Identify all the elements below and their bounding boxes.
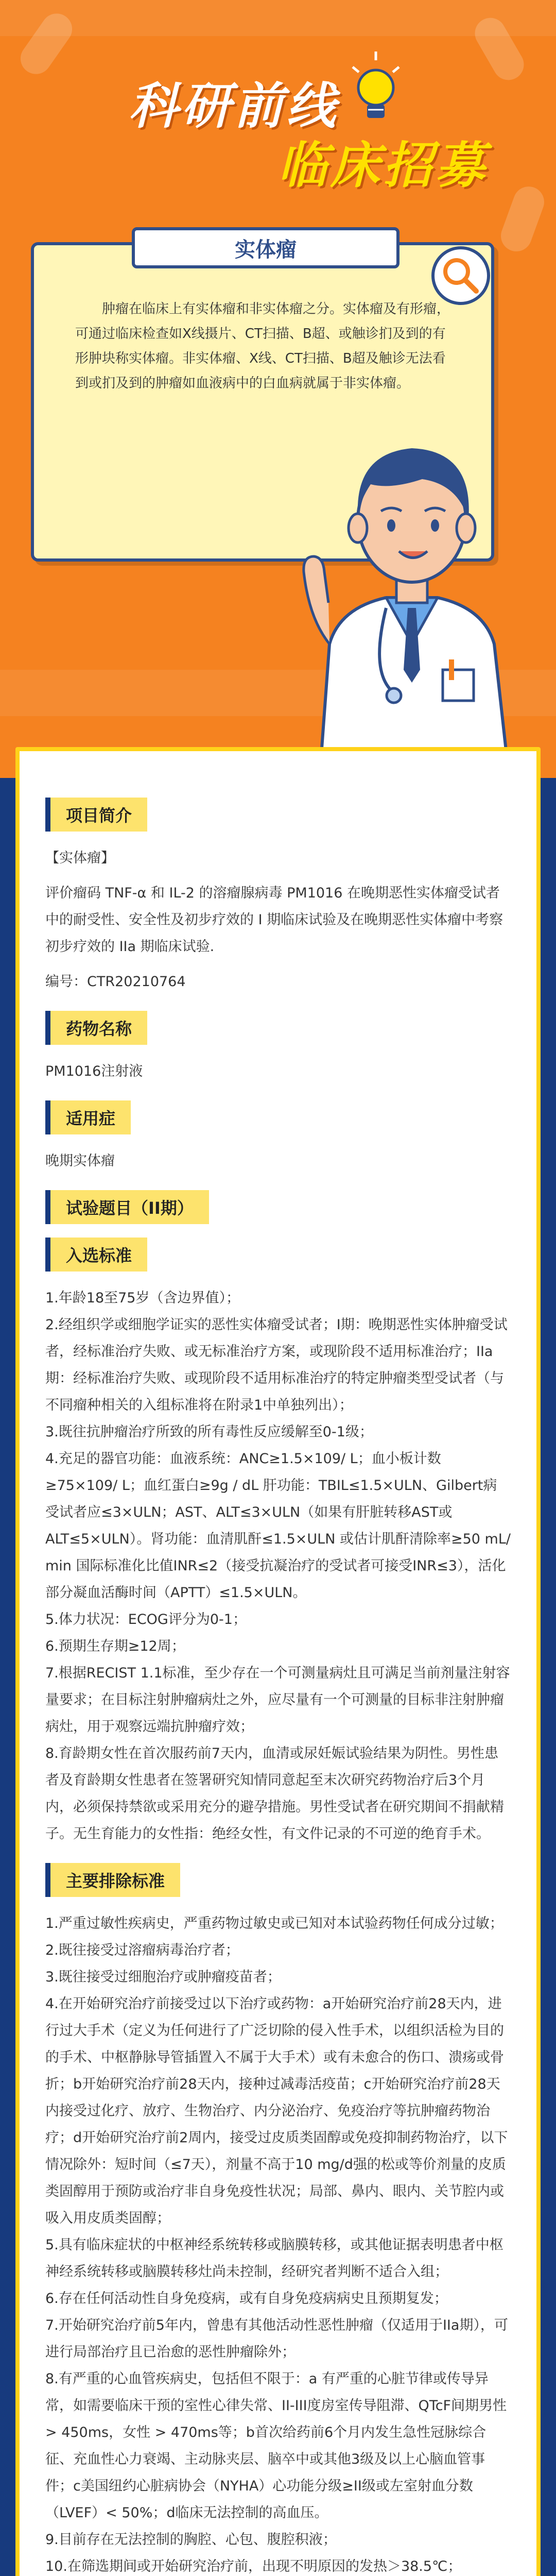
lightbulb-icon (348, 49, 404, 126)
inclusion-item: 3.既往抗肿瘤治疗所致的所有毒性反应缓解至0-1级； (45, 1424, 373, 1440)
section-label-drug: 药物名称 (45, 1011, 147, 1045)
intro-card-text: 肿瘤在临床上有实体瘤和非实体瘤之分。实体瘤及有形瘤，可通过临床检查如X线摄片、CT扫描、B超、或触诊扪及到的有形肿块称实体瘤。非实体瘤、X线、CT扫描、B超及触诊无法看到或扪及到的肿瘤如血液病中的白血病就属于非实体瘤。 (75, 301, 450, 391)
exclusion-item: 9.目前存在无法控制的胸腔、心包、腹腔积液； (45, 2532, 337, 2548)
exclusion-item: 10.在筛选期间或开始研究治疗前，出现不明原因的发热＞38.5℃； (45, 2558, 462, 2574)
project-description: 评价瘤码 TNF-α 和 IL-2 的溶瘤腺病毒 PM1016 在晚期恶性实体瘤受试者中的耐受性、安全性及初步疗效的 I 期临床试验及在晚期恶性实体瘤中考察初步疗效的 IIa 期临床试验. (45, 885, 503, 955)
intro-card-title: 实体瘤 (132, 227, 399, 268)
exclusion-item: 3.既往接受过细胞治疗或肿瘤疫苗者； (45, 1969, 281, 1985)
inclusion-item: 4.充足的器官功能：血液系统：ANC≥1.5×109/ L；血小板计数≥75×109/ L；血红蛋白≥9g / dL 肝功能：TBIL≤1.5×ULN、Gilbert病受试者应≤3×ULN；AST、ALT≤3×ULN（如果有肝脏转移AST或ALT≤5×ULN）。肾功能：血清肌酐≤1.5×ULN 或估计肌酐清除率≥50 mL/ min 国际标准化比值INR≤2（接受抗凝治疗的受试者可接受INR≤3），活化部分凝血活酶时间（APTT）≤1.5×ULN。 (45, 1451, 511, 1601)
hero-title-line2-text: 临床招募 (278, 137, 488, 194)
doctor-illustration (288, 402, 535, 778)
inclusion-item: 1.年龄18至75岁（含边界值）； (45, 1290, 240, 1306)
hero-title-line1: 科研前线 (129, 77, 339, 135)
content-background (0, 778, 556, 2576)
project-id: 编号：CTR20210764 (45, 974, 186, 990)
content-panel (15, 747, 541, 2576)
drug-name: PM1016注射液 (45, 1063, 143, 1079)
inclusion-list (45, 1285, 511, 1848)
exclusion-item: 5.具有临床症状的中枢神经系统转移或脑膜转移，或其他证据表明患者中枢神经系统转移或脑膜转移灶尚未控制，经研究者判断不适合入组； (45, 2237, 503, 2280)
hero-banner (0, 0, 556, 778)
inclusion-item: 7.根据RECIST 1.1标准，至少存在一个可测量病灶且可满足当前剂量注射容量要求；在目标注射肿瘤病灶之外，应尽量有一个可测量的目标非注射肿瘤病灶，用于观察远端抗肿瘤疗效； (45, 1665, 510, 1735)
inclusion-item: 8.育龄期女性在首次服药前7天内，血清或尿妊娠试验结果为阴性。男性患者及育龄期女性患者在签署研究知情同意起至末次研究药物治疗后3个月内，必须保持禁欲或采用充分的避孕措施。男性受试者在研究期间不捐献精子。无生育能力的女性指：绝经女性，有文件记录的不可逆的绝育手术。 (45, 1745, 504, 1842)
magnifier-icon (430, 245, 492, 307)
section-label-inclusion: 入选标准 (45, 1238, 147, 1272)
exclusion-list (45, 1910, 511, 2576)
exclusion-item: 4.在开始研究治疗前接受过以下治疗或药物：a开始研究治疗前28天内，进行过大手术（定义为任何进行了广泛切除的侵入性手术，以组织活检为目的的手术、中枢静脉导管插置入不属于大手术）或有未愈合的伤口、溃疡或骨折；b开始研究治疗前28天内，接种过减毒活疫苗；c开始研究治疗前28天内接受过化疗、放疗、生物治疗、内分泌治疗、免疫治疗等抗肿瘤药物治疗；d开始研究治疗前2周内，接受过皮质类固醇或免疫抑制药物治疗，以下情况除外：短时间（≤7天），剂量不高于10 mg/d强的松或等价剂量的皮质类固醇用于预防或治疗非自身免疫性状况；局部、鼻内、眼内、关节腔内或吸入用皮质类固醇； (45, 1996, 508, 2226)
exclusion-item: 2.既往接受过溶瘤病毒治疗者； (45, 1942, 239, 1958)
section-label-exclusion: 主要排除标准 (45, 1863, 180, 1897)
exclusion-item: 1.严重过敏性疾病史，严重药物过敏史或已知对本试验药物任何成分过敏； (45, 1916, 503, 1931)
hero-stripe (0, 0, 556, 36)
project-category: 【实体瘤】 (45, 850, 115, 866)
hero-title-line2 (278, 126, 488, 197)
indication-text: 晚期实体瘤 (45, 1153, 115, 1169)
section-label-project-intro: 项目简介 (45, 798, 147, 832)
section-label-indication: 适用症 (45, 1100, 131, 1134)
capsule-icon (497, 182, 549, 256)
inclusion-item: 6.预期生存期≥12周； (45, 1638, 185, 1654)
exclusion-item: 7.开始研究治疗前5年内，曾患有其他活动性恶性肿瘤（仅适用于IIa期），可进行局部治疗且已治愈的恶性肿瘤除外； (45, 2317, 508, 2360)
inclusion-item: 5.体力状况：ECOG评分为0-1； (45, 1612, 247, 1628)
section-label-phase: 试验题目（II期） (45, 1190, 209, 1224)
exclusion-item: 6.存在任何活动性自身免疫病，或有自身免疫病病史且预期复发； (45, 2291, 448, 2307)
exclusion-item: 8.有严重的心血管疾病史，包括但不限于：a 有严重的心脏节律或传导异常，如需要临床干预的室性心律失常、II-III度房室传导阻滞、QTcF间期男性 > 450ms，女性 > 470ms等；b首次给药前6个月内发生急性冠脉综合征、充血性心力衰竭、主动脉夹层、脑卒中或其他3级及以上心脑血管事件；c美国纽约心脏病协会（NYHA）心功能分级≥II级或左室射血分数（LVEF）< 50%；d临床无法控制的高血压。 (45, 2371, 507, 2521)
inclusion-item: 2.经组织学或细胞学证实的恶性实体瘤受试者；I期：晚期恶性实体肿瘤受试者，经标准治疗失败、或无标准治疗方案，或现阶段不适用标准治疗；IIa期：经标准治疗失败、或现阶段不适用标准治疗的特定肿瘤类型受试者（与不同瘤种相关的入组标准将在附录1中单独列出）； (45, 1317, 508, 1413)
